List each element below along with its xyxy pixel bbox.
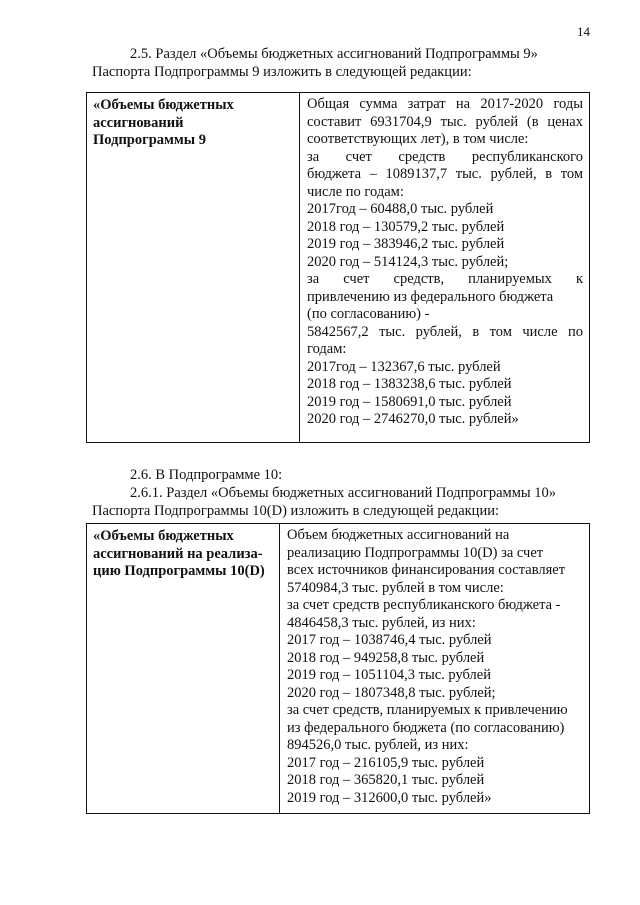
table2-content-cell [280, 524, 590, 814]
table1-content-line: составит 6931704,9 тыс. рублей (в ценах [307, 113, 583, 130]
table2-content-line: 894526,0 тыс. рублей, из них: [287, 737, 469, 753]
table1-content-cell [300, 93, 590, 443]
table2-content-line: за счет средств республиканского бюджета - [287, 597, 561, 613]
table1-content-line: годам: [307, 341, 347, 357]
table2-content-line: 4846458,3 тыс. рублей, из них: [287, 614, 476, 631]
table2-content-line: 2020 год – 1807348,8 тыс. рублей; [287, 684, 496, 701]
table1-content-line: 2018 год – 1383238,6 тыс. рублей [307, 376, 512, 392]
table2-header-line: цию Подпрограммы 10(D) [93, 563, 265, 579]
table1-content-line: Общая сумма затрат на 2017-2020 годы [307, 96, 583, 112]
table2-content-line: 5740984,3 тыс. рублей в том числе: [287, 579, 504, 596]
table1-content-line: 2019 год – 383946,2 тыс. рублей [307, 236, 505, 252]
table2-content-line: за счет средств, планируемых к привлечению [287, 702, 568, 718]
table2-content-line: 2017 год – 1038746,4 тыс. рублей [287, 632, 492, 648]
table1-content-line: 2020 год – 2746270,0 тыс. рублей» [307, 411, 519, 427]
table1-content-line: 2017год – 132367,6 тыс. рублей [307, 358, 501, 375]
table1-content-line: за счет средств, планируемых к [307, 271, 583, 287]
table2-content-line: реализацию Подпрограммы 10(D) за счет [287, 544, 544, 561]
section-2-5-line-2: Паспорта Подпрограммы 9 изложить в следующей редакции: [92, 64, 472, 80]
page-number: 14 [577, 24, 590, 39]
subprogram-9-budget-table [86, 92, 590, 443]
table1-content-line: 2017год – 60488,0 тыс. рублей [307, 201, 494, 217]
table1-content-line: 2018 год – 130579,2 тыс. рублей [307, 218, 505, 235]
table1-content-line: 2019 год – 1580691,0 тыс. рублей [307, 393, 512, 410]
table2-content-line: 2018 год – 365820,1 тыс. рублей [287, 772, 485, 788]
table1-content-line: бюджета – 1089137,7 тыс. рублей, в том [307, 166, 583, 182]
table1-content-line: числе по годам: [307, 183, 404, 200]
table2-content-line: 2017 год – 216105,9 тыс. рублей [287, 754, 485, 771]
table1-header-line: Подпрограммы 9 [93, 132, 206, 148]
table2-header-line: «Объемы бюджетных [93, 528, 234, 544]
table2-content-line: Объем бюджетных ассигнований на [287, 527, 510, 543]
section-2-6-heading: 2.6. В Подпрограмме 10: [130, 467, 283, 483]
table1-header-line: ассигнований [93, 114, 184, 131]
table1-header-cell [87, 93, 300, 443]
table2-header-cell [87, 524, 280, 814]
table1-content-line: соответствующих лет), в том числе: [307, 131, 529, 147]
section-2-5-line-1: 2.5. Раздел «Объемы бюджетных ассигнований Подпрограммы 9» [130, 46, 538, 62]
table2-content-line: 2019 год – 312600,0 тыс. рублей» [287, 789, 492, 806]
table1-header-line: «Объемы бюджетных [93, 97, 234, 113]
table2-content-line: 2018 год – 949258,8 тыс. рублей [287, 649, 485, 666]
section-2-5-paragraph [92, 45, 594, 81]
table1-content-line: за счет средств республиканского [307, 148, 583, 165]
section-2-6-line-2: Паспорта Подпрограммы 10(D) изложить в следующей редакции: [92, 503, 499, 519]
subprogram-10-budget-table [86, 523, 590, 814]
table2-content-line: из федерального бюджета (по согласованию) [287, 719, 565, 736]
section-2-6-paragraph [92, 466, 594, 520]
table-row [87, 93, 590, 443]
table1-content-line: привлечению из федерального бюджета [307, 288, 554, 305]
table2-content-line: 2019 год – 1051104,3 тыс. рублей [287, 667, 491, 683]
table1-content-line: 5842567,2 тыс. рублей, в том числе по [307, 323, 583, 340]
table-row [87, 524, 590, 814]
table1-content-line: (по согласованию) - [307, 306, 430, 322]
table1-content-line: 2020 год – 514124,3 тыс. рублей; [307, 253, 509, 270]
table2-header-line: ассигнований на реализа- [93, 545, 263, 562]
table2-content-line: всех источников финансирования составляет [287, 562, 566, 578]
section-2-6-line-1: 2.6.1. Раздел «Объемы бюджетных ассигнований Подпрограммы 10» [130, 485, 556, 501]
